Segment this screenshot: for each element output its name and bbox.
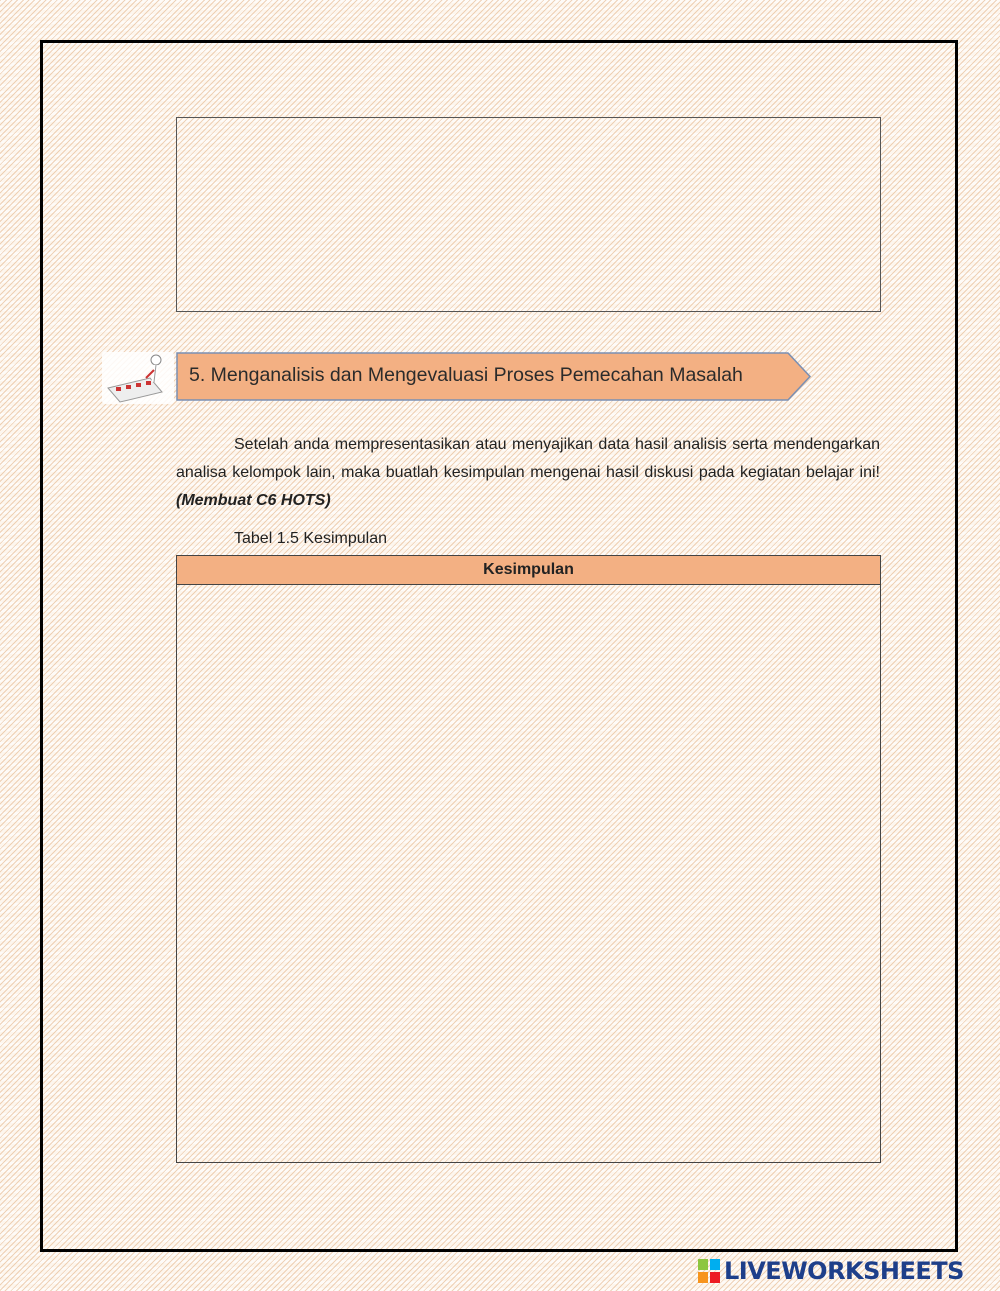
liveworksheets-brand[interactable] [698,1256,964,1286]
conclusion-answer-area[interactable] [177,585,880,1162]
brand-name: LIVEWORKSHEETS [724,1257,964,1285]
table-caption: Tabel 1.5 Kesimpulan [234,530,387,547]
hots-label: (Membuat C6 HOTS) [176,492,331,509]
conclusion-table [176,555,881,1163]
instruction-text: Setelah anda mempresentasikan atau menyajikan data hasil analisis serta mendengarkan analisa kelompok lain, maka buatlah kesimpulan mengenai hasil diskusi pada kegiatan belajar ini! [176,436,880,481]
liveworksheets-logo-icon [698,1259,720,1283]
instruction-paragraph [176,431,880,515]
conclusion-header: Kesimpulan [177,556,880,585]
checklist-illustration-icon [100,348,176,408]
answer-box-previous[interactable] [176,117,881,312]
section-title: 5. Menganalisis dan Mengevaluasi Proses Pemecahan Masalah [189,364,743,386]
section-banner [100,348,820,408]
